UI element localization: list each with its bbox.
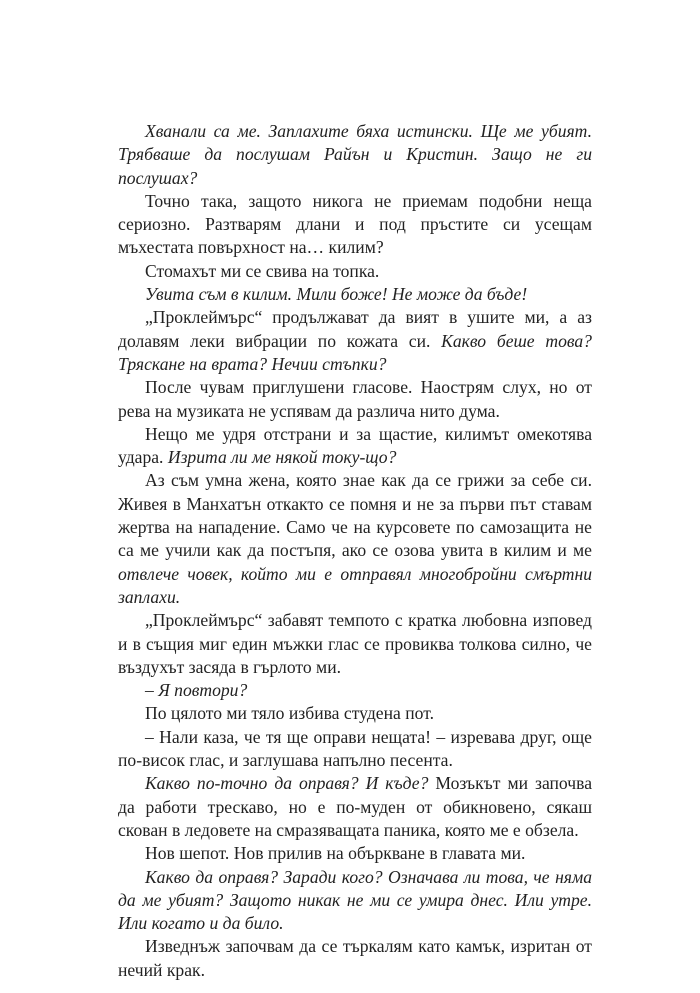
text-segment: Мозъкът ми започва да работи трескаво, но е по-муден от обикновено, сякаш скован в ледовете на смразяващата паника, която ме е обзела. (118, 773, 593, 840)
paragraph (118, 260, 592, 283)
italic-text-segment: Увита съм в килим. Мили боже! Не може да бъде! (145, 284, 528, 305)
paragraph (118, 306, 592, 376)
paragraph (118, 842, 592, 865)
text-segment: „Проклеймърс“ продължават да вият в ушите ми, а аз долавям леки вибрации по кожата си. (118, 307, 592, 351)
text-segment: Нов шепот. Нов прилив на объркване в главата ми. (145, 843, 526, 864)
italic-text-segment: Какво по-точно да оправя? И къде? (145, 773, 429, 794)
text-segment: После чувам приглушени гласове. Наострям слух, но от рева на музиката не успявам да различа нито дума. (118, 377, 592, 421)
text-segment: Аз съм умна жена, която знае как да се грижи за себе си. Живея в Манхатън откакто се помня и не за първи път ставам жертва на нападение. Само че на курсовете по самозащита не са ме учили как да постъпя, ако се озова увита в килим и ме (118, 470, 592, 561)
text-segment: По цялото ми тяло избива студена пот. (145, 703, 434, 724)
paragraph (118, 190, 592, 260)
text-segment: Изведнъж започвам да се търкалям като камък, изритан от нечий крак. (118, 936, 592, 980)
paragraph (118, 283, 592, 306)
paragraph (118, 376, 592, 423)
italic-text-segment: Какво да оправя? Заради кого? Означава ли това, че няма да ме убият? Защото никак не ми се умира днес. Или утре. Или когато и да било. (118, 866, 592, 934)
paragraph (118, 935, 592, 982)
text-segment: Точно така, защото никога не приемам подобни неща сериозно. Разтварям длани и под пръстите си усещам мъхестата повърхност на… килим? (118, 190, 592, 258)
page-body-text (118, 120, 592, 982)
italic-text-segment: Изрита ли ме някой току-що? (167, 447, 397, 468)
text-segment: Стомахът ми се свива на топка. (145, 260, 380, 281)
paragraph (118, 772, 592, 842)
paragraph (118, 469, 592, 609)
italic-text-segment: Какво беше това? Тряскане на врата? Нечии стъпки? (118, 330, 592, 374)
text-segment: Нещо ме удря отстрани и за щастие, килимът омекотява удара. (118, 423, 592, 468)
paragraph (118, 866, 592, 936)
paragraph (118, 702, 592, 725)
italic-text-segment: отвлече човек, който ми е отправял многобройни смъртни заплахи. (118, 563, 592, 607)
paragraph (118, 120, 592, 190)
paragraph (118, 423, 592, 470)
text-segment: – Нали каза, че тя ще оправи нещата! – изревава друг, още по-висок глас, и заглушава напълно песента. (118, 726, 592, 771)
paragraph (118, 726, 592, 773)
paragraph (118, 609, 592, 679)
italic-text-segment: Хванали са ме. Заплахите бяха истински. Ще ме убият. Трябваше да послушам Райън и Кристин. Защо не ги послушах? (118, 121, 592, 188)
text-segment: „Проклеймърс“ забавят темпото с кратка любовна изповед и в същия миг един мъжки глас се провиква толкова силно, че въздухът засяда в гърлото ми. (118, 610, 592, 677)
paragraph (118, 679, 592, 702)
italic-text-segment: – Я повтори? (145, 680, 248, 701)
